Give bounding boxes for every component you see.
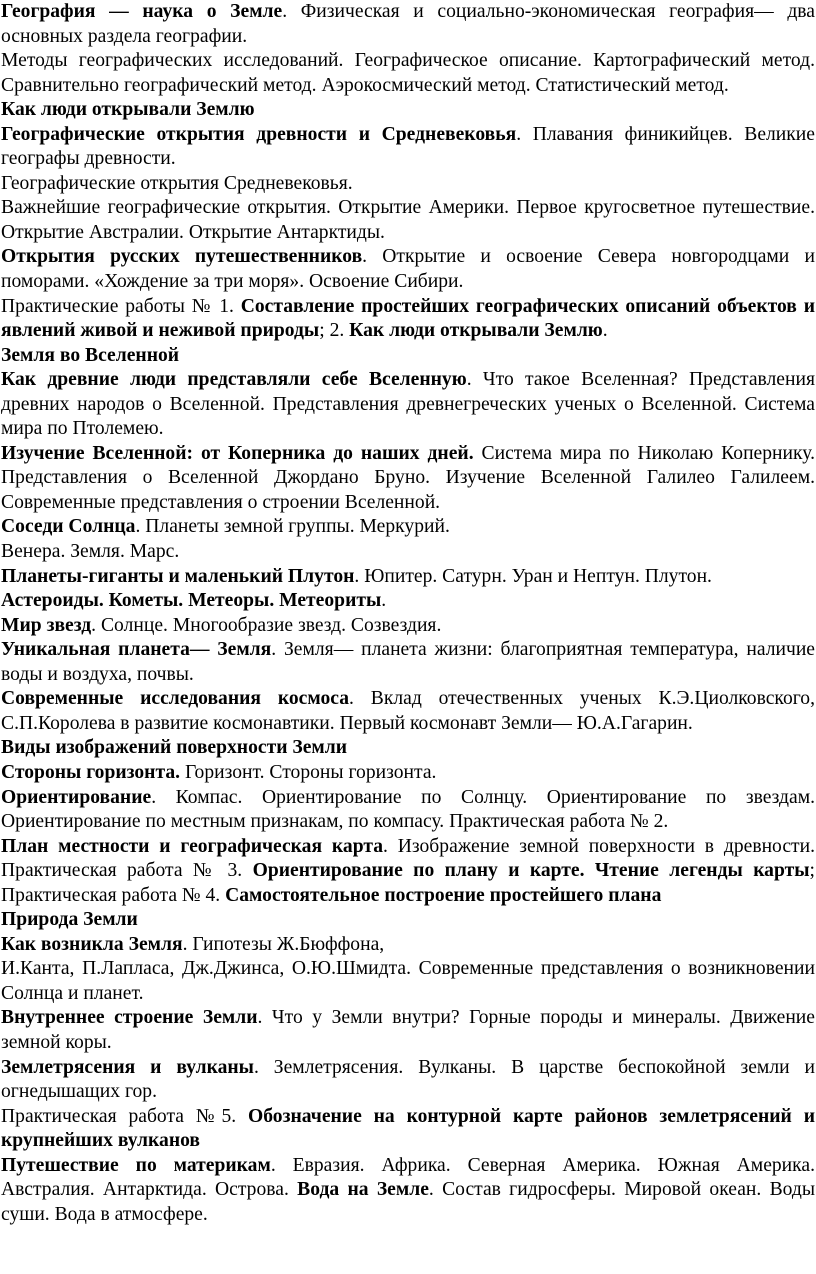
- paragraph-orientation: Ориентирование. Компас. Ориентирование по Солнцу. Ориентирование по звездам. Ориентирование по местным признакам, по компасу. Практическая работа № 2.: [1, 786, 815, 833]
- paragraph-ancient-universe: Как древние люди представляли себе Вселенную. Что такое Вселенная? Представления древних народов о Вселенной. Представления древнегреческих ученых о Вселенной. Система мира по Птолемею.: [1, 369, 815, 440]
- paragraph-stars: Мир звезд. Солнце. Многообразие звезд. Созвездия.: [1, 614, 442, 636]
- paragraph-space-research: Современные исследования космоса. Вклад отечественных ученых К.Э.Циолковского, С.П.Королева в развитие космонавтики. Первый космонавт Земли— Ю.А.Гагарин.: [1, 688, 815, 734]
- paragraph-hypotheses: И.Канта, П.Лапласа, Дж.Джинса, О.Ю.Шмидта. Современные представления о возникновении Солнца и планет.: [1, 958, 815, 1004]
- paragraph-inner-structure: Внутреннее строение Земли. Что у Земли внутри? Горные породы и минералы. Движение земной коры.: [1, 1007, 815, 1053]
- paragraph-medieval-discoveries: Географические открытия Средневековья.: [1, 172, 353, 194]
- paragraph-practical-works-1-2: Практические работы № 1. Составление простейших географических описаний объектов и явлений живой и неживой природы; 2. Как люди открывали Землю.: [1, 295, 815, 342]
- paragraph-plan-and-map: План местности и географическая карта. Изображение земной поверхности в древности. Практическая работа № 3. Ориентирование по плану и карте. Чтение легенды карты; Практическая работа № 4. Самостоятельное построение простейшего плана: [1, 835, 815, 906]
- paragraph-sun-neighbors: Соседи Солнца. Планеты земной группы. Меркурий.: [1, 516, 450, 538]
- paragraph-continents-water: Путешествие по материкам. Евразия. Африка. Северная Америка. Южная Америка. Австралия. Антарктида. Острова. Вода на Земле. Состав гидросферы. Мировой океан. Воды суши. Вода в атмосфере.: [1, 1154, 816, 1225]
- paragraph-giant-planets: Планеты-гиганты и маленький Плутон. Юпитер. Сатурн. Уран и Нептун. Плутон.: [1, 565, 712, 587]
- paragraph-earth-origin: Как возникла Земля. Гипотезы Ж.Бюффона,: [1, 933, 385, 955]
- paragraph-ancient-discoveries: Географические открытия древности и Средневековья. Плавания финикийцев. Великие географы древности.: [1, 123, 815, 170]
- paragraph-research-methods: Методы географических исследований. Географическое описание. Картографический метод. Сравнительно географический метод. Аэрокосмический метод. Статистический метод.: [1, 50, 815, 96]
- paragraph-major-discoveries: Важнейшие географические открытия. Открытие Америки. Первое кругосветное путешествие. Открытие Австралии. Открытие Антарктиды.: [1, 197, 815, 243]
- paragraph-practical-work-5: Практическая работа №5. Обозначение на контурной карте районов землетрясений и крупнейших вулканов: [1, 1105, 815, 1152]
- paragraph-russian-travelers: Открытия русских путешественников. Открытие и освоение Севера новгородцами и поморами. «Хождение за три моря». Освоение Сибири.: [1, 246, 815, 293]
- paragraph-venus-earth-mars: Венера. Земля. Марс.: [1, 541, 180, 563]
- paragraph-asteroids: Астероиды. Кометы. Метеоры. Метеориты.: [1, 590, 387, 612]
- paragraph-unique-planet: Уникальная планета— Земля. Земля— планета жизни: благоприятная температура, наличие воды и воздуха, почвы.: [1, 639, 815, 685]
- section-heading-nature: Природа Земли: [1, 909, 138, 931]
- section-heading-surface-images: Виды изображений поверхности Земли: [1, 737, 348, 759]
- paragraph-geography-intro: География — наука о Земле. Физическая и социально-экономическая география— два основных раздела географии.: [1, 1, 815, 47]
- section-heading-universe: Земля во Вселенной: [1, 344, 180, 366]
- section-heading-discoveries: Как люди открывали Землю: [1, 99, 255, 121]
- paragraph-copernicus: Изучение Вселенной: от Коперника до наших дней. Система мира по Николаю Копернику. Представления о Вселенной Джордано Бруно. Изучение Вселенной Галилео Галилеем. Современные представления о строении Вселенной.: [1, 442, 815, 513]
- paragraph-horizon: Стороны горизонта. Горизонт. Стороны горизонта.: [1, 761, 437, 783]
- paragraph-earthquakes: Землетрясения и вулканы. Землетрясения. Вулканы. В царстве беспокойной земли и огнедышащих гор.: [1, 1056, 815, 1103]
